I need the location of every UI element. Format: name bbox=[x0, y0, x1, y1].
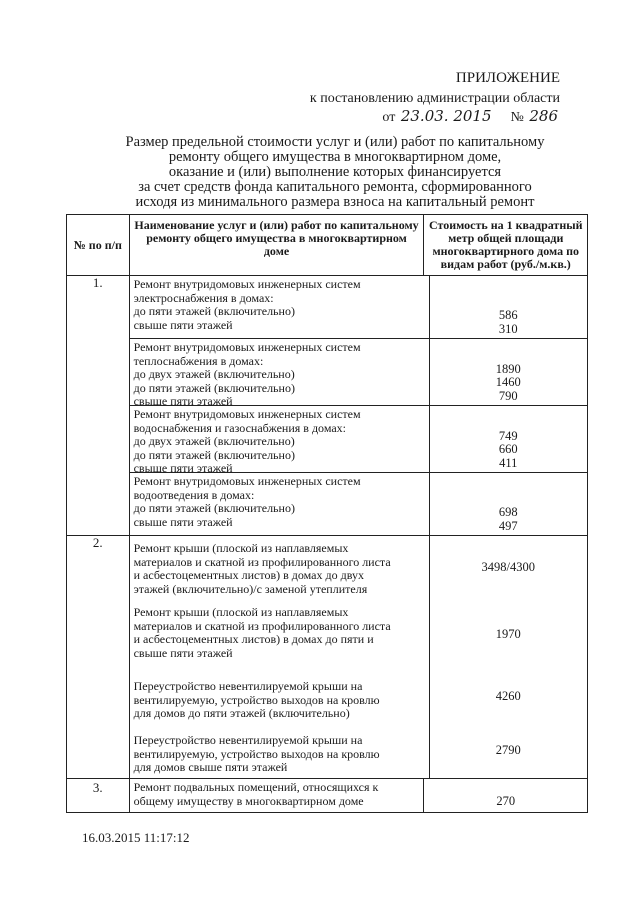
service-item bbox=[130, 473, 587, 535]
service-line: вентилируемую, устройство выходов на кровлю bbox=[133, 746, 380, 761]
service-line: электроснабжения в домах: bbox=[133, 290, 274, 305]
service-item bbox=[130, 670, 587, 724]
service-description bbox=[130, 276, 430, 338]
service-line: Ремонт крыши (плоской из наплавляемых bbox=[133, 541, 349, 555]
cost-value: 2790 bbox=[495, 743, 521, 758]
service-costs bbox=[430, 339, 587, 405]
service-line: до двух этажей (включительно) bbox=[133, 434, 295, 448]
appendix-title: ПРИЛОЖЕНИЕ bbox=[455, 70, 560, 86]
service-line: для домов свыше пяти этажей bbox=[133, 760, 288, 774]
title-line: Размер предельной стоимости услуг и (или) работ по капитальному bbox=[125, 134, 545, 150]
service-line: Переустройство невентилируемой крыши на bbox=[133, 679, 363, 693]
service-line: материалов и скатной из профилированного листа bbox=[133, 618, 391, 633]
service-line: свыше пяти этажей bbox=[133, 461, 233, 475]
handwritten-date: 23.03. 2015 bbox=[400, 107, 492, 125]
title-line: за счет средств фонда капитального ремонта, сформированного bbox=[138, 179, 532, 195]
service-line: и асбестоцементных листов) в домах до пяти и bbox=[133, 632, 374, 646]
handwritten-number: 286 bbox=[529, 107, 558, 125]
cost-table bbox=[66, 214, 588, 813]
service-description bbox=[130, 339, 430, 408]
document-title bbox=[90, 135, 580, 210]
cost-value: 1970 bbox=[495, 627, 521, 642]
service-line: до пяти этажей (включительно) bbox=[133, 501, 295, 515]
service-line: до пяти этажей (включительно) bbox=[133, 447, 295, 462]
service-description bbox=[130, 406, 430, 475]
service-line: этажей (включительно)/с заменой утеплителя bbox=[133, 581, 368, 596]
service-line: Ремонт крыши (плоской из наплавляемых bbox=[133, 605, 349, 619]
service-line: Ремонт внутридомовых инженерных систем bbox=[133, 277, 361, 291]
service-line: вентилируемую, устройство выходов на кровлю bbox=[133, 692, 380, 707]
cost-value: 698 bbox=[498, 505, 518, 519]
service-item bbox=[130, 536, 587, 600]
service-line: для домов до пяти этажей (включительно) bbox=[133, 706, 350, 720]
service-line: общему имуществу в многоквартирном доме bbox=[133, 793, 364, 808]
table-row bbox=[67, 779, 588, 813]
service-costs bbox=[430, 473, 587, 535]
service-description bbox=[129, 779, 424, 813]
title-line: оказание и (или) выполнение которых финансируется bbox=[168, 164, 502, 180]
service-line: свыше пяти этажей bbox=[133, 317, 233, 332]
service-item bbox=[130, 600, 587, 670]
header-service-name: Наименование услуг и (или) работ по капитальному ремонту общего имущества в многоквартирном доме bbox=[129, 215, 424, 276]
cost-value: 586 bbox=[498, 308, 518, 322]
appendix-subtitle: к постановлению администрации области bbox=[309, 91, 560, 106]
service-line: Ремонт подвальных помещений, относящихся к bbox=[133, 780, 379, 794]
service-item bbox=[130, 406, 587, 473]
service-description bbox=[130, 670, 430, 724]
cost-value: 310 bbox=[498, 321, 518, 336]
service-line: свыше пяти этажей bbox=[133, 645, 233, 660]
service-item bbox=[130, 339, 587, 406]
cost-value: 3498/4300 bbox=[481, 560, 536, 575]
service-line: до двух этажей (включительно) bbox=[133, 367, 295, 381]
service-group bbox=[129, 276, 587, 536]
cost-value: 660 bbox=[498, 442, 518, 456]
table-row bbox=[67, 536, 588, 779]
cost-value: 497 bbox=[498, 518, 518, 533]
service-line: теплоснабжения в домах: bbox=[133, 353, 264, 368]
cost-value: 749 bbox=[498, 428, 518, 443]
service-line: и асбестоцементных листов) в домах до двух bbox=[133, 568, 364, 582]
service-line: Ремонт внутридомовых инженерных систем bbox=[133, 340, 361, 354]
service-line: Ремонт внутридомовых инженерных систем bbox=[133, 474, 361, 488]
header-number: № по п/п bbox=[67, 215, 130, 276]
table-row bbox=[67, 276, 588, 536]
row-number: 1. bbox=[67, 276, 130, 536]
table-header-row bbox=[67, 215, 588, 276]
service-line: Переустройство невентилируемой крыши на bbox=[133, 733, 363, 747]
service-line: до пяти этажей (включительно) bbox=[133, 304, 295, 318]
header-cost: Стоимость на 1 квадратный метр общей площади многоквартирного дома по видам работ (руб./м.кв.) bbox=[424, 215, 588, 276]
service-description bbox=[130, 600, 430, 670]
decree-date-number bbox=[382, 108, 560, 126]
service-item bbox=[130, 276, 587, 339]
service-group bbox=[129, 536, 587, 779]
cost-value: 1460 bbox=[495, 375, 521, 389]
service-costs bbox=[430, 406, 587, 472]
service-description bbox=[130, 473, 430, 535]
cost-value: 4260 bbox=[495, 689, 521, 704]
service-line: до пяти этажей (включительно) bbox=[133, 380, 295, 395]
service-line: водоотведения в домах: bbox=[133, 487, 255, 502]
service-line: Ремонт внутридомовых инженерных систем bbox=[133, 407, 361, 421]
service-description bbox=[130, 724, 430, 778]
cost-value: 270 bbox=[424, 779, 588, 813]
cost-value: 790 bbox=[498, 388, 518, 403]
date-prefix: от bbox=[382, 110, 396, 125]
print-timestamp: 16.03.2015 11:17:12 bbox=[82, 830, 190, 845]
cost-value: 1890 bbox=[495, 361, 521, 376]
row-number: 3. bbox=[67, 779, 130, 813]
row-number: 2. bbox=[67, 536, 130, 779]
service-line: материалов и скатной из профилированного листа bbox=[133, 554, 391, 569]
service-line: свыше пяти этажей bbox=[133, 514, 233, 529]
number-prefix: № bbox=[510, 110, 524, 125]
service-line: водоснабжения и газоснабжения в домах: bbox=[133, 420, 346, 435]
title-line: ремонту общего имущества в многоквартирном доме, bbox=[168, 149, 502, 165]
service-description bbox=[130, 536, 430, 600]
title-line: исходя из минимального размера взноса на капитальный ремонт bbox=[135, 194, 535, 210]
cost-value: 411 bbox=[499, 455, 518, 470]
service-costs bbox=[430, 276, 587, 338]
service-line: свыше пяти этажей bbox=[133, 394, 233, 408]
service-item bbox=[130, 724, 587, 778]
